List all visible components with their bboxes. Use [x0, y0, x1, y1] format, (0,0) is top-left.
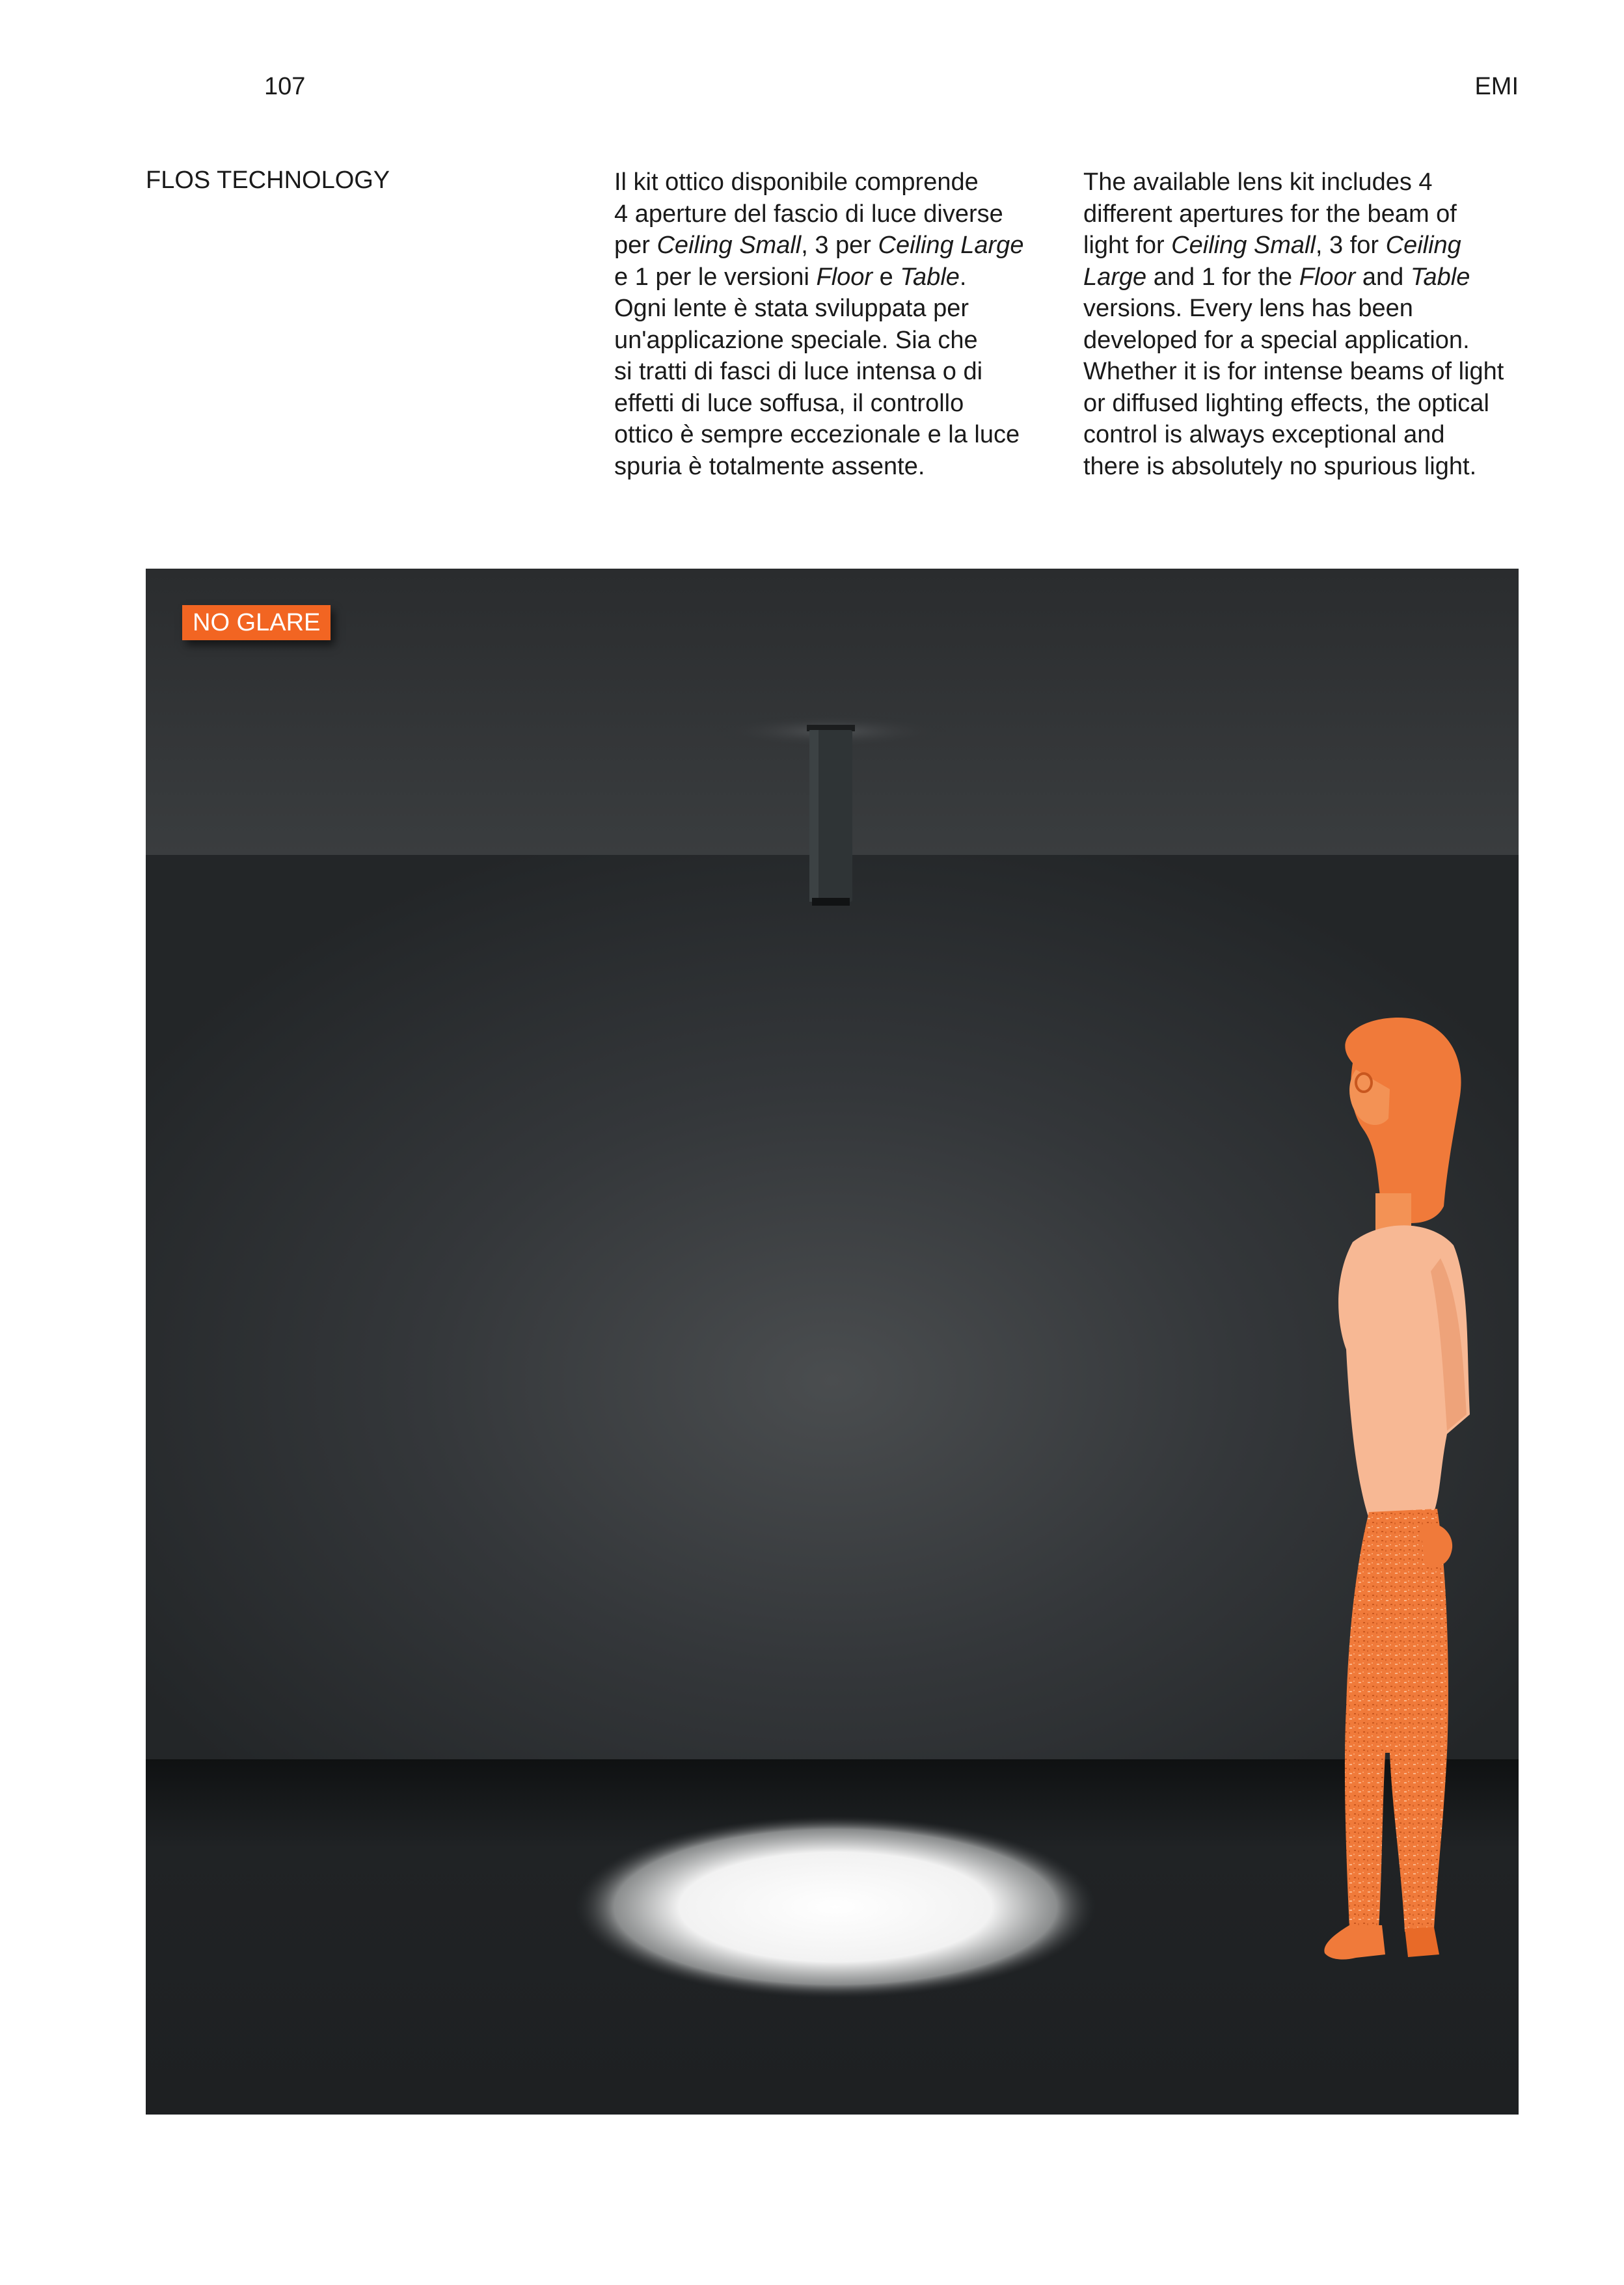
text-line: Il kit ottico disponibile comprende	[614, 169, 979, 196]
brand-name: EMI	[1474, 73, 1519, 100]
scene-artwork	[146, 569, 1519, 2115]
text-line: The available lens kit includes 4	[1083, 169, 1433, 196]
text-line: effetti di luce soffusa, il controllo	[614, 389, 964, 417]
text-line: 4 aperture del fascio di luce diverse	[614, 200, 1003, 228]
text-line: Large and 1 for the Floor and Table	[1083, 263, 1470, 291]
text-line: developed for a special application.	[1083, 326, 1470, 354]
no-glare-illustration	[146, 569, 1519, 2115]
text-line: Ogni lente è stata sviluppata per	[614, 295, 969, 322]
page-number: 107	[264, 73, 306, 100]
text-line: control is always exceptional and	[1083, 421, 1445, 448]
text-line: versions. Every lens has been	[1083, 295, 1413, 322]
text-line: un'applicazione speciale. Sia che	[614, 326, 978, 354]
section-label: FLOS TECHNOLOGY	[146, 167, 390, 194]
text-line: Whether it is for intense beams of light	[1083, 358, 1504, 385]
text-line: or diffused lighting effects, the optical	[1083, 389, 1489, 417]
no-glare-badge: NO GLARE	[182, 605, 331, 640]
ceiling-light-fixture	[807, 725, 855, 906]
italian-text-column	[614, 167, 1070, 482]
text-line: there is absolutely no spurious light.	[1083, 452, 1477, 480]
floor-light-spot	[575, 1816, 1096, 1998]
text-line: light for Ceiling Small, 3 for Ceiling	[1083, 232, 1461, 259]
text-line: per Ceiling Small, 3 per Ceiling Large	[614, 232, 1024, 259]
back-wall	[146, 855, 1519, 1811]
text-line: different apertures for the beam of	[1083, 200, 1457, 228]
text-line: ottico è sempre eccezionale e la luce	[614, 421, 1020, 448]
english-text-column	[1083, 167, 1539, 482]
text-line: si tratti di fasci di luce intensa o di	[614, 358, 983, 385]
text-line: spuria è totalmente assente.	[614, 452, 925, 480]
text-line: e 1 per le versioni Floor e Table.	[614, 263, 967, 291]
